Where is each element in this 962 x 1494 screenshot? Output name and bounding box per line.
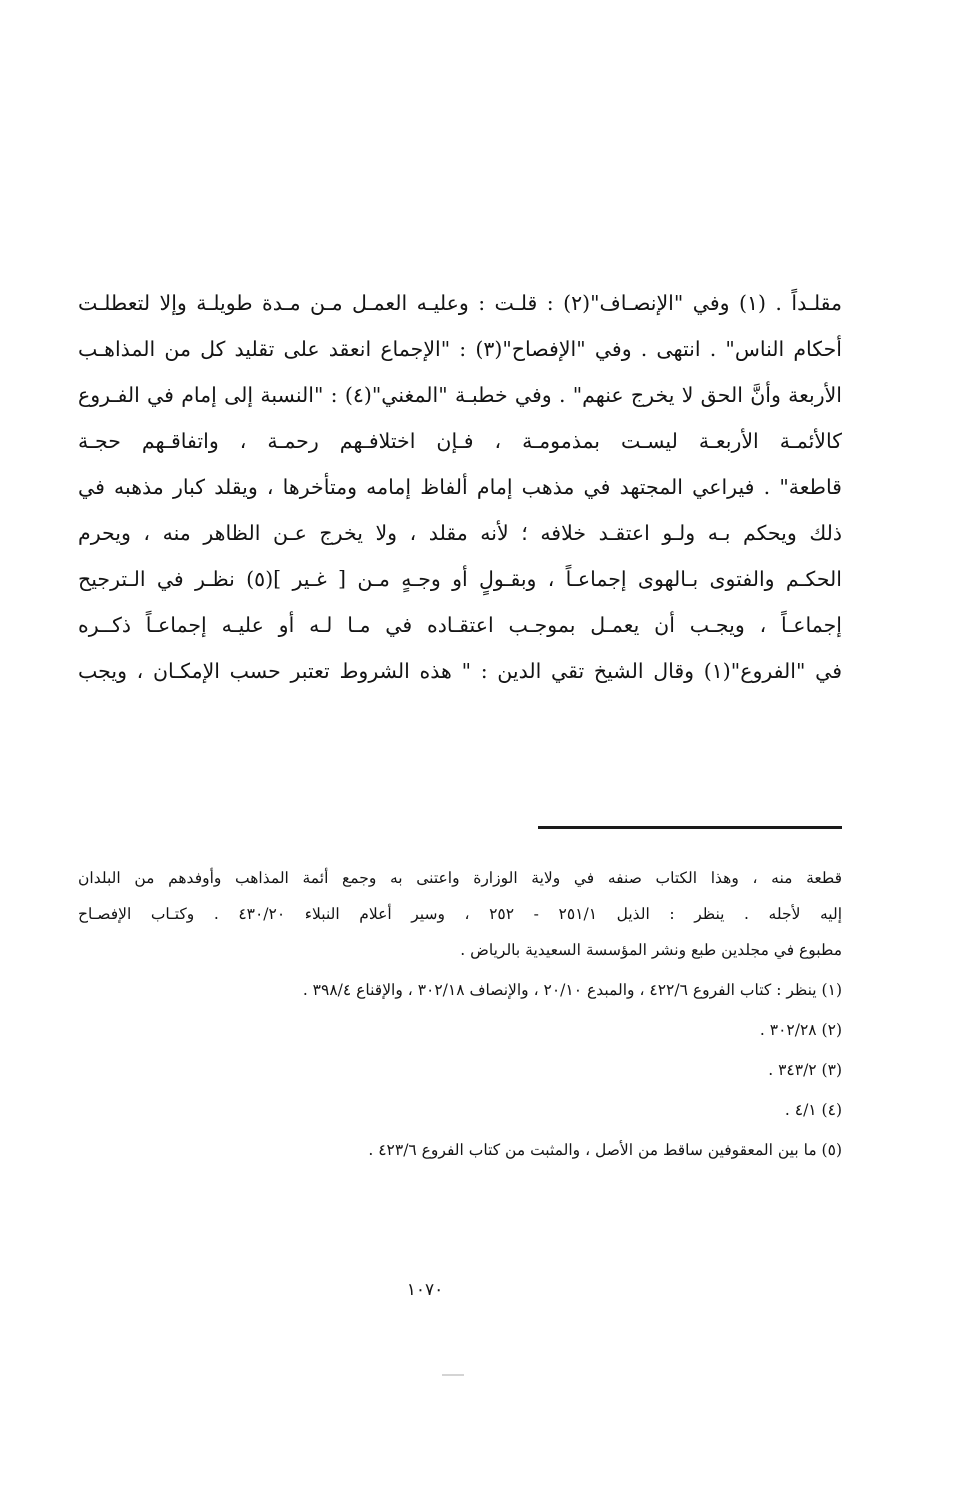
footnote-continuation-line: إليه لأجله . ينظر : الذيل ٢٥١/١ - ٢٥٢ ، وسير أعلام النبلاء ٤٣٠/٢٠ . وكتـاب الإفصـاح bbox=[78, 905, 842, 923]
footnote-4: (٤) ٤/١ . bbox=[784, 1101, 842, 1119]
text-line: قاطعة" . فيراعي المجتهد في مذهب إمام ألفاظ إمامه ومتأخرها ، ويقلد كبار مذهبه في bbox=[78, 475, 842, 499]
footnote-continuation-line: مطبوع في مجلدين طبع ونشر المؤسسة السعيدية بالرياض . bbox=[460, 941, 842, 959]
footnotes-block bbox=[78, 860, 842, 1168]
page-number: ١٠٧٠ bbox=[406, 1280, 444, 1300]
footnote-3: (٣) ٣٤٣/٢ . bbox=[768, 1061, 842, 1079]
scan-mark bbox=[442, 1374, 464, 1376]
text-line: أحكام الناس" . انتهى . وفي "الإفصاح"(٣) : "الإجماع انعقد على تقليد كل من المذاهـب bbox=[78, 337, 842, 361]
footnote-5: (٥) ما بين المعقوفين ساقط من الأصل ، والمثبت من كتاب الفروع ٤٢٣/٦ . bbox=[368, 1141, 842, 1159]
main-text-block bbox=[78, 280, 842, 694]
text-line: مقلـداً . (١) وفي "الإنصـاف"(٢) : قلـت : وعليـه العمـل مـن مـدة طويلـة وإلا لتعطلـت bbox=[78, 291, 842, 315]
footnote-2: (٢) ٣٠٢/٢٨ . bbox=[759, 1021, 842, 1039]
text-line: الأربعة وأنَّ الحق لا يخرج عنهم" . وفي خطبـة "المغني"(٤) : "النسبة إلى إمام في الفـروع bbox=[78, 383, 842, 407]
text-line: في "الفروع"(١) وقال الشيخ تقي الدين : " هذه الشروط تعتبر حسب الإمكـان ، ويجب bbox=[78, 659, 842, 683]
text-line: ذلك ويحكم بـه ولـو اعتقـد خلافه ؛ لأنه مقلد ، ولا يخرج عـن الظاهر منه ، ويحرم bbox=[78, 521, 842, 545]
footnote-continuation-line: قطعة منه ، وهذا الكتاب صنفه في ولاية الوزارة واعتنى به وجمع أئمة المذاهب وأوفدهم من البلدان bbox=[78, 869, 842, 887]
footnote-separator bbox=[538, 826, 842, 829]
footnote-1: (١) ينظر : كتاب الفروع ٤٢٢/٦ ، والمبدع ٢٠/١٠ ، والإنصاف ٣٠٢/١٨ ، والإقناع ٣٩٨/٤ . bbox=[302, 981, 842, 999]
text-line: الحكـم والفتوى بـالهوى إجماعـاً ، وبقـولٍ أو وجـهٍ مـن [ غـير ](٥) نظـر في الـترجيح bbox=[78, 567, 842, 591]
text-line: إجماعـاً ، ويجـب أن يعمـل بموجـب اعتقـاده في مـا لـه أو عليـه إجماعـاً ذكــره bbox=[78, 613, 842, 637]
text-line: كالأئمـة الأربعـة ليسـت بمذمومـة ، فـإن اختلافـهم رحمـة ، واتفاقـهم حجـة bbox=[78, 429, 842, 453]
